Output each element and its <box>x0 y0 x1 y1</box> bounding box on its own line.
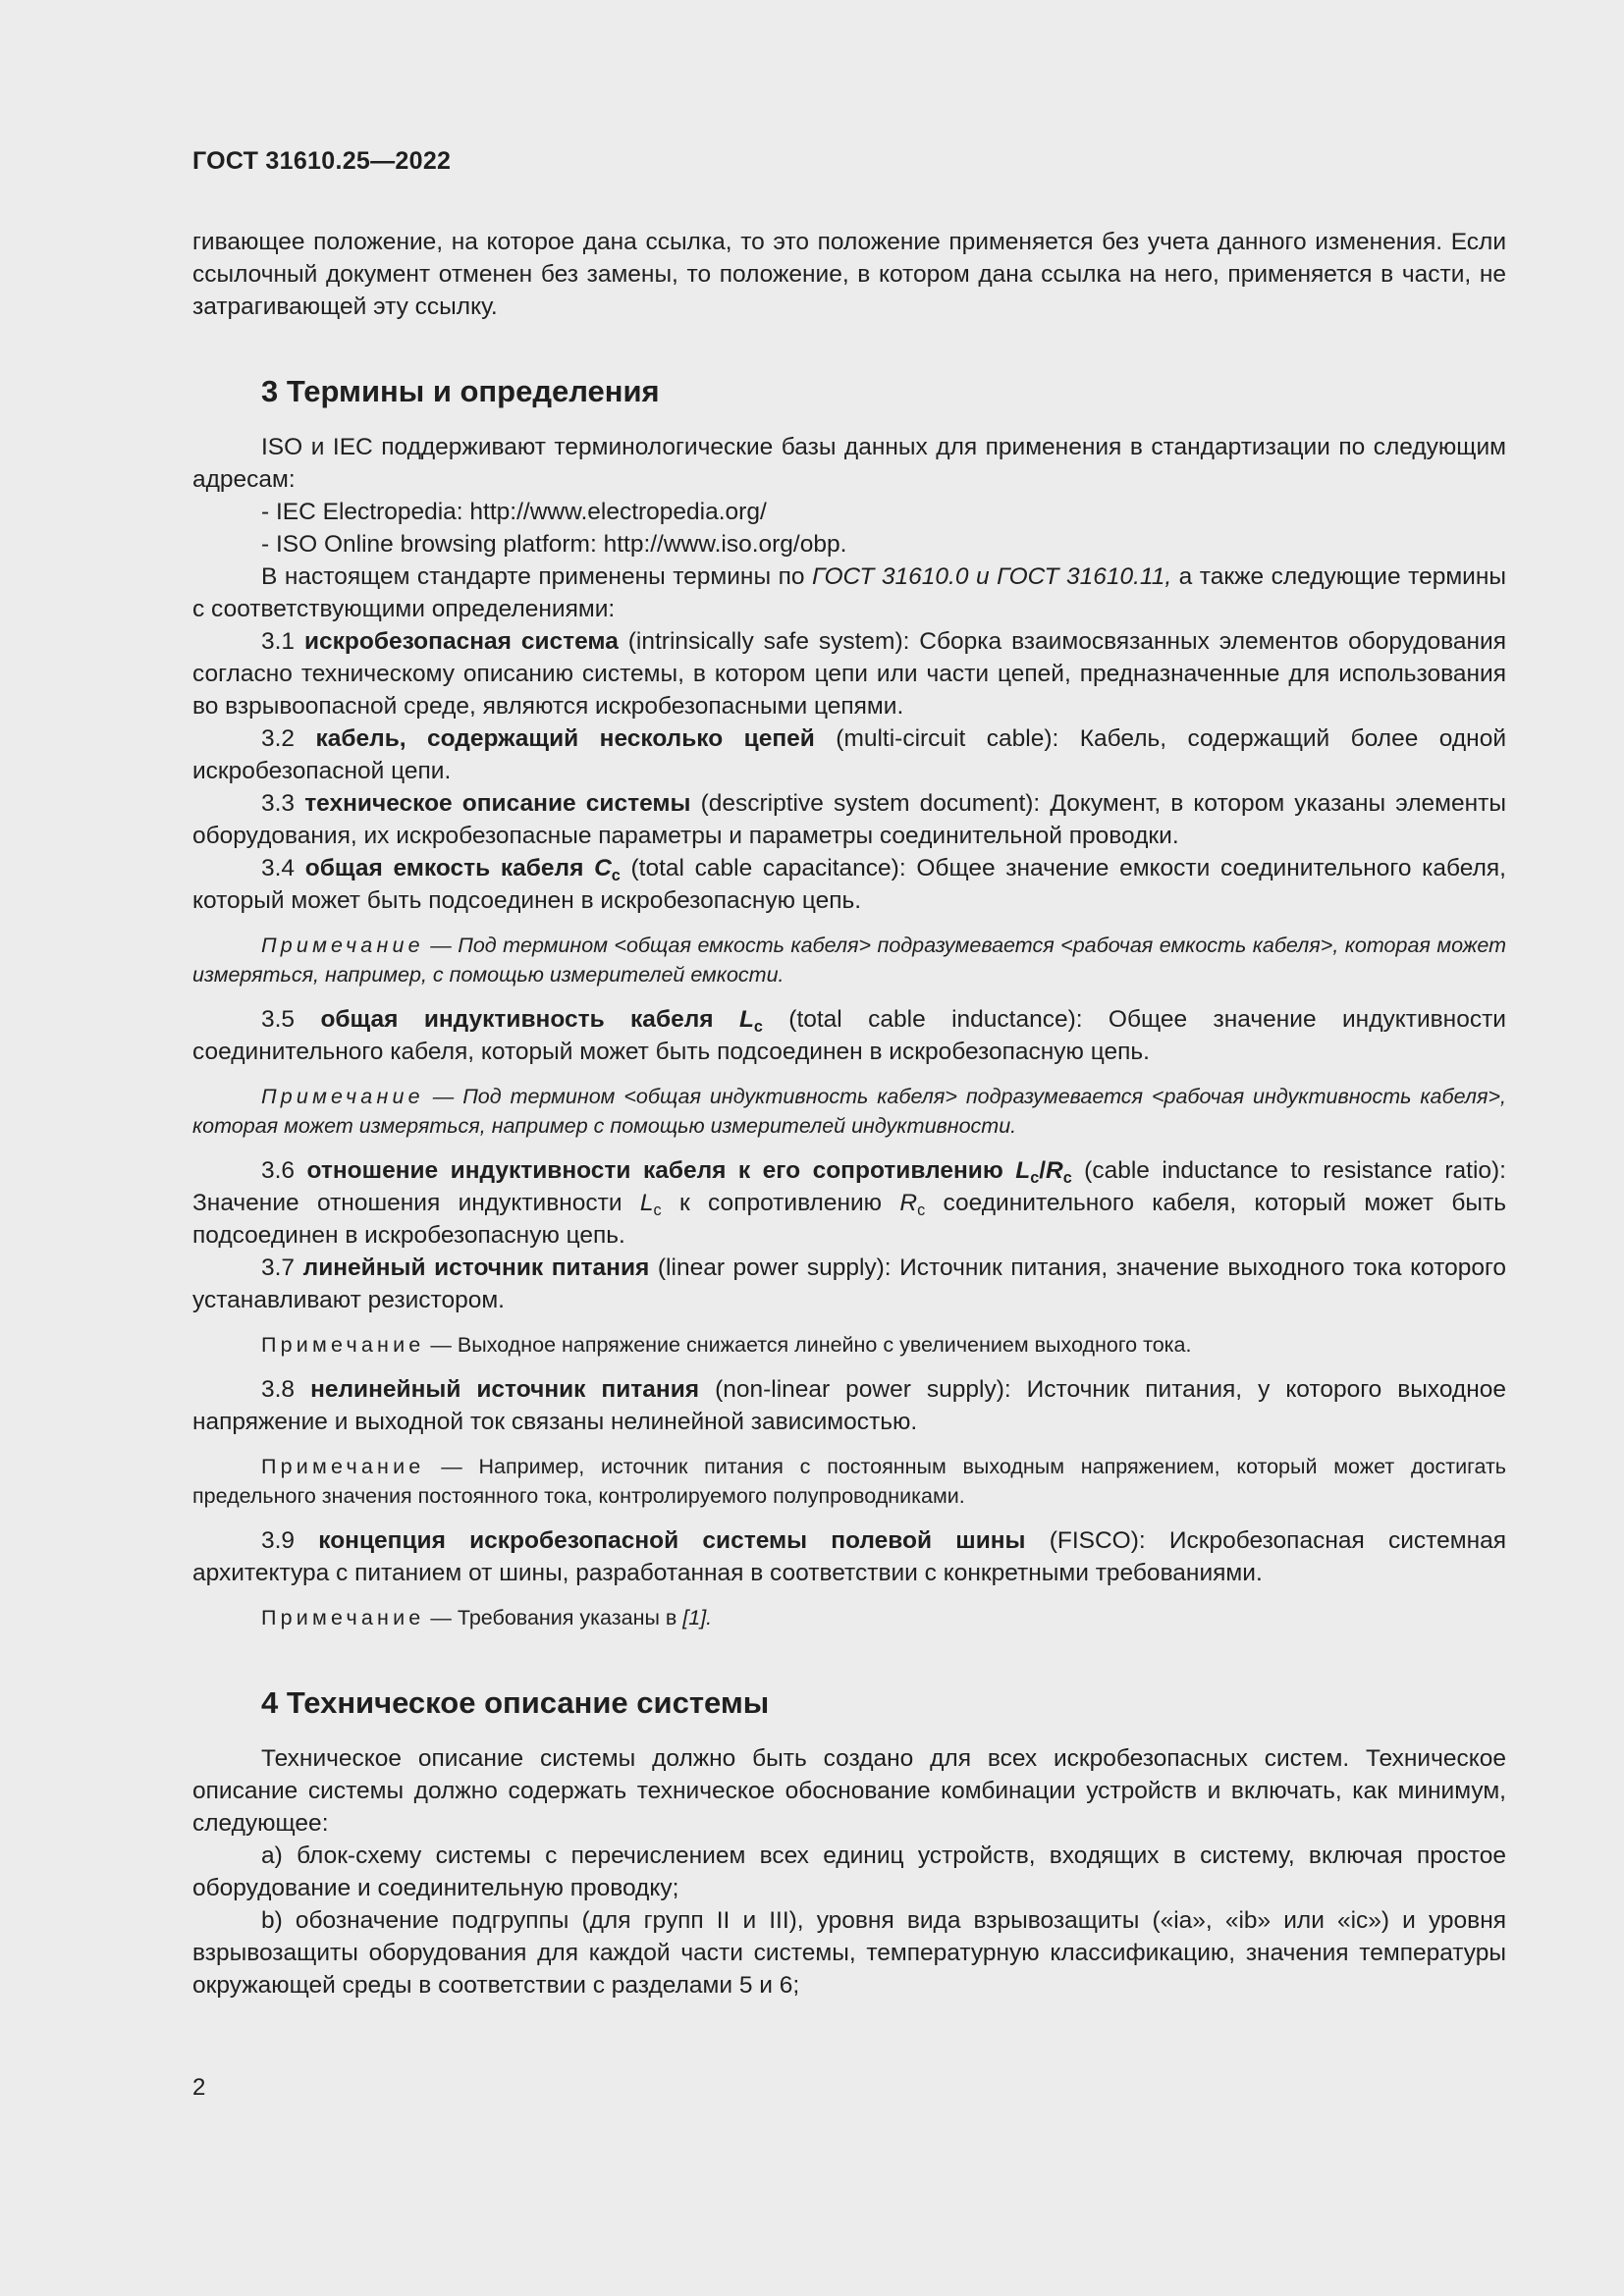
term-3-1: 3.1 искробезопасная система (intrinsically safe system): Сборка взаимосвязанных элементов оборудования согласно техническому описанию системы, в котором цепи или части цепей, предназначенные для использования во взрывоопасной среде, являются искробезопасными цепями. <box>192 628 1506 720</box>
symbol-lc: L <box>738 1006 754 1033</box>
term-3-8: 3.8 нелинейный источник питания (non-linear power supply): Источник питания, у которого выходное напряжение и выходной ток связаны нелинейной зависимостью. <box>192 1376 1507 1435</box>
note-label: Примечание <box>261 1333 425 1357</box>
term-3-7-name: линейный источник питания <box>302 1255 650 1281</box>
note-3-5: Примечание — Под термином <общая индуктивность кабеля> подразумевается <рабочая индуктивность кабеля>, которая может измеряться, например с помощью измерителей индуктивности. <box>192 1085 1506 1138</box>
term-3-9-name: концепция искробезопасной системы полевой шины <box>318 1527 1026 1554</box>
note-label: Примечание <box>261 1085 424 1108</box>
list-item-iso-obp: - ISO Online browsing platform: http://www.iso.org/obp. <box>261 531 847 558</box>
term-3-4: 3.4 общая емкость кабеля $C_c$ (total cable capacitance): Общее значение емкости соединительного кабеля, который может быть подсоединен в искробезопасную цепь. <box>192 855 1506 914</box>
term-3-4-name: общая емкость кабеля <box>304 855 595 881</box>
term-3-1-name: искробезопасная система <box>303 628 619 655</box>
standard-reference: ГОСТ 31610.0 и ГОСТ 31610.11, <box>811 563 1172 590</box>
section-4-title: 4 Техническое описание системы <box>261 1685 770 1720</box>
section-3-intro: ISO и IEC поддерживают терминологические базы данных для применения в стандартизации по следующим адресам: <box>192 434 1506 493</box>
note-3-9: Примечание — Требования указаны в [1]. <box>261 1606 713 1629</box>
term-3-9: 3.9 концепция искробезопасной системы полевой шины (FISCO): Искробезопасная системная архитектура с питанием от шины, разработанная в соответствии с конкретными требованиями. <box>192 1527 1506 1586</box>
term-3-2: 3.2 кабель, содержащий несколько цепей (multi-circuit cable): Кабель, содержащий более одной искробезопасной цепи. <box>192 725 1507 784</box>
list-item-a: а) блок-схему системы с перечислением всех единиц устройств, входящих в систему, включая простое оборудование и соединительную проводку; <box>192 1842 1506 1901</box>
note-label: Примечание <box>261 934 424 957</box>
term-3-3-name: техническое описание системы <box>304 790 691 817</box>
term-3-8-name: нелинейный источник питания <box>310 1376 700 1403</box>
page-number: 2 <box>192 2074 206 2101</box>
section-3-title: 3 Термины и определения <box>261 374 660 408</box>
list-item-electropedia: - IEC Electropedia: http://www.electropedia.org/ <box>261 499 767 525</box>
term-3-5-name: общая индуктивность кабеля <box>320 1006 739 1033</box>
term-3-5: 3.5 общая индуктивность кабеля $L_c$ (total cable inductance): Общее значение индуктивности соединительного кабеля, который может быть подсоединен в искробезопасную цепь. <box>192 1006 1506 1065</box>
note-label: Примечание <box>261 1606 425 1629</box>
note-3-7: Примечание — Выходное напряжение снижается линейно с увеличением выходного тока. <box>261 1333 1192 1357</box>
note-label: Примечание <box>261 1455 425 1478</box>
term-3-6-name: отношение индуктивности кабеля к его сопротивлению <box>306 1157 1016 1184</box>
intro-paragraph: гивающее положение, на которое дана ссылка, то это положение применяется без учета данного изменения. Если ссылочный документ отменен без замены, то положение, в котором дана ссылка на него, применяется в части, не затрагивающей эту ссылку. <box>192 229 1506 320</box>
terms-reference-paragraph: В настоящем стандарте применены термины по ГОСТ 31610.0 и ГОСТ 31610.11, а также следующие термины с соответствующими определениями: <box>192 563 1506 622</box>
section-4-intro: Техническое описание системы должно быть создано для всех искробезопасных систем. Техническое описание системы должно содержать техническое обоснование комбинации устройств и включать, как минимум, следующее: <box>192 1745 1506 1837</box>
symbol-cc: C <box>594 855 612 881</box>
list-item-b: b) обозначение подгруппы (для групп II и III), уровня вида взрывозащиты («ia», «ib» или «ic») и уровня взрывозащиты оборудования для каждой части системы, температурную классификацию, значения температуры окружающей среды в соответствии с разделами 5 и 6; <box>192 1907 1506 1999</box>
term-3-7: 3.7 линейный источник питания (linear power supply): Источник питания, значение выходного тока которого устанавливают резистором. <box>192 1255 1506 1313</box>
document-body <box>192 226 1506 2002</box>
note-3-8: Примечание — Например, источник питания с постоянным выходным напряжением, который может достигать предельного значения постоянного тока, контролируемого полупроводниками. <box>192 1455 1506 1508</box>
term-3-2-name: кабель, содержащий несколько цепей <box>315 725 815 752</box>
term-3-3: 3.3 техническое описание системы (descriptive system document): Документ, в котором указаны элементы оборудования, их искробезопасные параметры и параметры соединительной проводки. <box>192 790 1506 849</box>
document-code: ГОСТ 31610.25—2022 <box>192 147 452 175</box>
note-3-4: Примечание — Под термином <общая емкость кабеля> подразумевается <рабочая емкость кабеля>, которая может измеряться, например, с помощью измерителей емкости. <box>192 934 1506 987</box>
bibliography-reference: [1]. <box>682 1606 713 1629</box>
term-3-6: 3.6 отношение индуктивности кабеля к его сопротивлению $L_c/R_c$ (cable inductance to resistance ratio): Значение отношения индуктивности $L_c$ к сопротивлению $R_c$ соединительного кабеля, который может быть подсоединен в искробезопасную цепь. <box>192 1157 1506 1249</box>
